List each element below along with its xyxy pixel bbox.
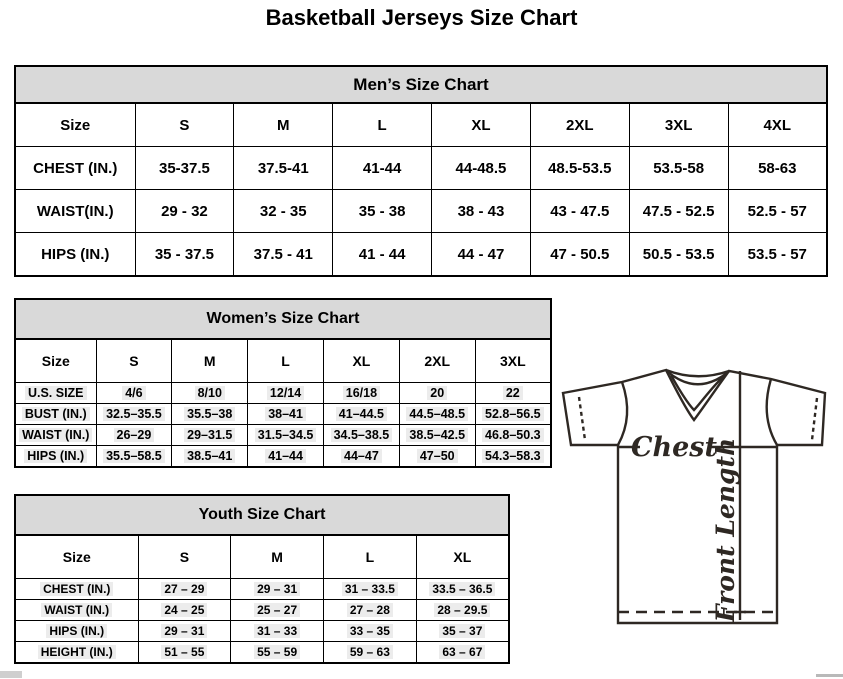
table-row [15, 190, 827, 233]
size-value: 54.3–58.3 [475, 446, 551, 468]
column-header-s: S [138, 535, 231, 579]
column-header-l: L [248, 339, 324, 383]
size-value: 52.5 - 57 [728, 190, 827, 233]
size-value: 28 – 29.5 [416, 600, 509, 621]
column-header-m: M [172, 339, 248, 383]
size-value: 12/14 [248, 383, 324, 404]
table-row [15, 425, 551, 446]
right-cuff-dashed-line [812, 398, 817, 440]
chest-label: Chest [631, 432, 717, 463]
size-value: 27 – 29 [138, 579, 231, 600]
size-value: 35.5–58.5 [96, 446, 172, 468]
column-header-xl: XL [416, 535, 509, 579]
womens-size-table [14, 298, 552, 468]
size-value: 38 - 43 [432, 190, 531, 233]
column-header-xl: XL [323, 339, 399, 383]
table-row [15, 233, 827, 277]
table-row [15, 383, 551, 404]
size-value: 35 - 37.5 [135, 233, 234, 277]
size-value: 41–44.5 [323, 404, 399, 425]
column-header-s: S [135, 103, 234, 147]
mens-size-table [14, 65, 828, 277]
jersey-silhouette [563, 370, 825, 623]
table-title: Women’s Size Chart [15, 299, 551, 339]
size-value: 47.5 - 52.5 [629, 190, 728, 233]
column-header-3xl: 3XL [475, 339, 551, 383]
table-row [15, 147, 827, 190]
size-value: 31.5–34.5 [248, 425, 324, 446]
column-header-3xl: 3XL [629, 103, 728, 147]
size-value: 55 – 59 [231, 642, 324, 664]
row-label: HEIGHT (IN.) [15, 642, 138, 664]
size-value: 41 - 44 [333, 233, 432, 277]
size-value: 31 – 33 [231, 621, 324, 642]
size-value: 29 – 31 [231, 579, 324, 600]
size-value: 53.5 - 57 [728, 233, 827, 277]
youth-size-table [14, 494, 510, 664]
size-value: 58-63 [728, 147, 827, 190]
size-value: 44–47 [323, 446, 399, 468]
size-value: 29 - 32 [135, 190, 234, 233]
table-row [15, 404, 551, 425]
size-value: 51 – 55 [138, 642, 231, 664]
column-header-l: L [324, 535, 417, 579]
table-row [15, 621, 509, 642]
size-value: 24 – 25 [138, 600, 231, 621]
row-label: HIPS (IN.) [15, 233, 135, 277]
table-title: Men’s Size Chart [15, 66, 827, 103]
left-armhole-seam [618, 382, 627, 445]
size-value: 37.5-41 [234, 147, 333, 190]
row-label: U.S. SIZE [15, 383, 96, 404]
size-value: 46.8–50.3 [475, 425, 551, 446]
size-value: 31 – 33.5 [324, 579, 417, 600]
size-value: 44.5–48.5 [399, 404, 475, 425]
size-value: 53.5-58 [629, 147, 728, 190]
table-title: Youth Size Chart [15, 495, 509, 535]
column-header-2xl: 2XL [399, 339, 475, 383]
size-value: 35 - 38 [333, 190, 432, 233]
row-label: CHEST (IN.) [15, 147, 135, 190]
size-value: 52.8–56.5 [475, 404, 551, 425]
size-value: 44-48.5 [432, 147, 531, 190]
size-value: 27 – 28 [324, 600, 417, 621]
column-header-m: M [234, 103, 333, 147]
size-value: 48.5-53.5 [530, 147, 629, 190]
row-label: HIPS (IN.) [15, 446, 96, 468]
column-header-xl: XL [432, 103, 531, 147]
size-value: 29 – 31 [138, 621, 231, 642]
column-header-s: S [96, 339, 172, 383]
size-value: 8/10 [172, 383, 248, 404]
size-value: 29–31.5 [172, 425, 248, 446]
size-value: 22 [475, 383, 551, 404]
size-value: 35-37.5 [135, 147, 234, 190]
table-row [15, 579, 509, 600]
right-armhole-seam [767, 379, 777, 445]
size-value: 26–29 [96, 425, 172, 446]
size-value: 63 – 67 [416, 642, 509, 664]
stray-mark-left [0, 671, 22, 678]
row-label: CHEST (IN.) [15, 579, 138, 600]
size-value: 47 - 50.5 [530, 233, 629, 277]
jersey-outline-svg [556, 358, 842, 630]
table-row [15, 600, 509, 621]
size-value: 32.5–35.5 [96, 404, 172, 425]
size-value: 34.5–38.5 [323, 425, 399, 446]
size-value: 33 – 35 [324, 621, 417, 642]
size-value: 35.5–38 [172, 404, 248, 425]
size-value: 33.5 – 36.5 [416, 579, 509, 600]
size-corner-header: Size [15, 339, 96, 383]
size-value: 50.5 - 53.5 [629, 233, 728, 277]
size-value: 41–44 [248, 446, 324, 468]
size-value: 41-44 [333, 147, 432, 190]
size-value: 32 - 35 [234, 190, 333, 233]
column-header-4xl: 4XL [728, 103, 827, 147]
size-corner-header: Size [15, 103, 135, 147]
jersey-measurement-diagram [556, 358, 842, 630]
size-value: 38.5–42.5 [399, 425, 475, 446]
row-label: BUST (IN.) [15, 404, 96, 425]
size-value: 44 - 47 [432, 233, 531, 277]
row-label: WAIST (IN.) [15, 425, 96, 446]
row-label: HIPS (IN.) [15, 621, 138, 642]
row-label: WAIST (IN.) [15, 600, 138, 621]
size-value: 47–50 [399, 446, 475, 468]
size-value: 38.5–41 [172, 446, 248, 468]
size-value: 25 – 27 [231, 600, 324, 621]
size-value: 4/6 [96, 383, 172, 404]
table-row [15, 446, 551, 468]
page-title: Basketball Jerseys Size Chart [265, 5, 578, 30]
column-header-m: M [231, 535, 324, 579]
row-label: WAIST(IN.) [15, 190, 135, 233]
left-cuff-dashed-line [579, 397, 585, 440]
table-row [15, 642, 509, 664]
collar-back-arc-1 [666, 370, 729, 376]
stray-mark-right [816, 674, 843, 677]
size-value: 37.5 - 41 [234, 233, 333, 277]
size-value: 20 [399, 383, 475, 404]
size-value: 38–41 [248, 404, 324, 425]
size-value: 59 – 63 [324, 642, 417, 664]
column-header-l: L [333, 103, 432, 147]
size-corner-header: Size [15, 535, 138, 579]
size-value: 35 – 37 [416, 621, 509, 642]
front-length-label: Front Length [711, 437, 740, 623]
size-value: 16/18 [323, 383, 399, 404]
column-header-2xl: 2XL [530, 103, 629, 147]
size-value: 43 - 47.5 [530, 190, 629, 233]
